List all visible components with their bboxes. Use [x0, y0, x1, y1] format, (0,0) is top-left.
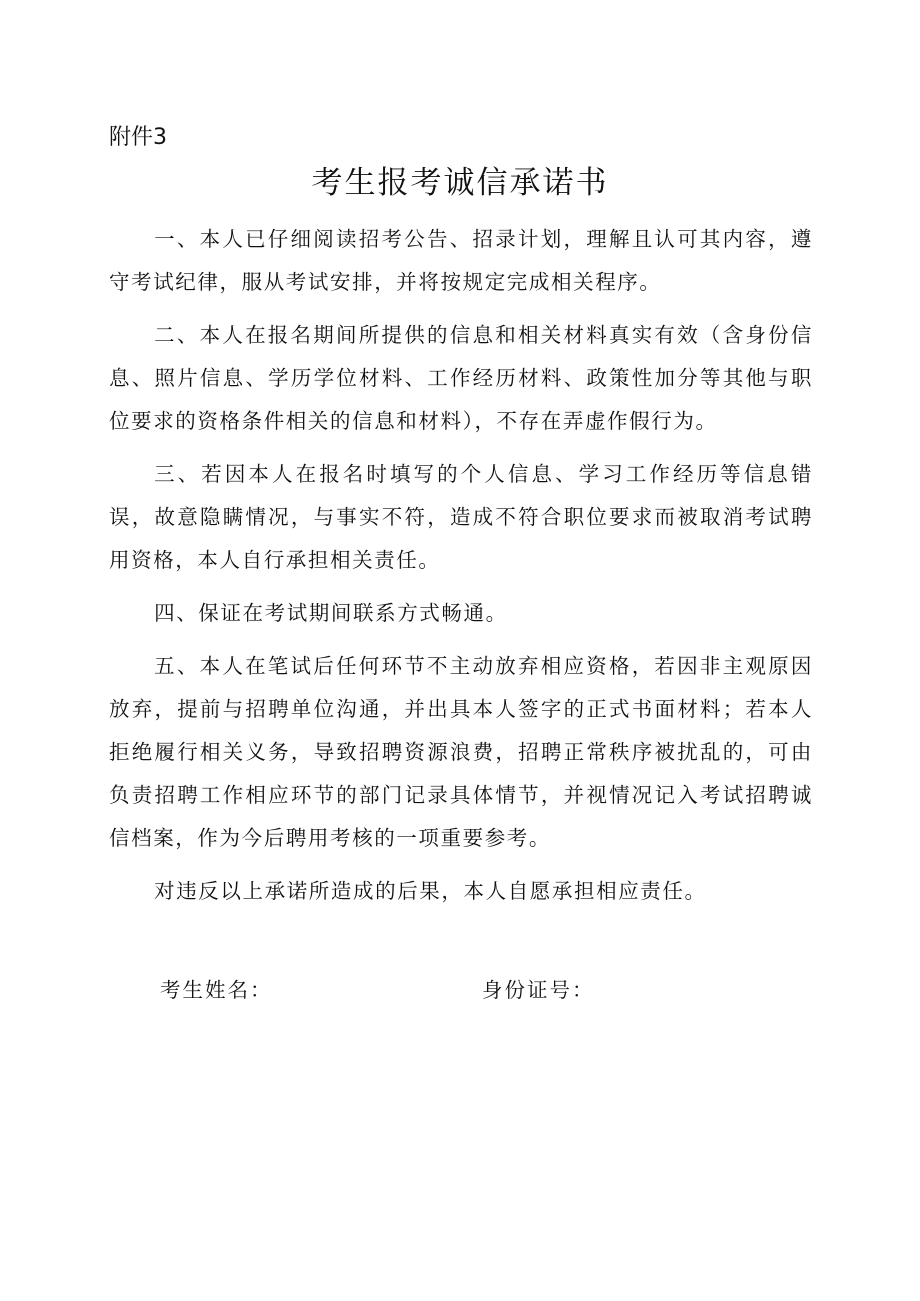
- pledge-body: [109, 218, 813, 923]
- pledge-closing: 对违反以上承诺所造成的后果，本人自愿承担相应责任。: [154, 879, 707, 903]
- signature-row: [0, 970, 920, 1010]
- id-number-label: 身份证号：: [482, 978, 595, 1002]
- candidate-name-label: 考生姓名：: [160, 978, 273, 1002]
- pledge-clause-1: 一、本人已仔细阅读招考公告、招录计划，理解且认可其内容，遵守考试纪律，服从考试安排，并将按规定完成相关程序。: [109, 227, 813, 294]
- pledge-clause-5: 五、本人在笔试后任何环节不主动放弃相应资格，若因非主观原因放弃，提前与招聘单位沟通，并出具本人签字的正式书面材料；若本人拒绝履行相关义务，导致招聘资源浪费，招聘正常秩序被扰乱的，可由负责招聘工作相应环节的部门记录具体情节，并视情况记入考试招聘诚信档案，作为今后聘用考核的一项重要参考。: [109, 654, 813, 850]
- pledge-clause-2: 二、本人在报名期间所提供的信息和相关材料真实有效（含身份信息、照片信息、学历学位材料、工作经历材料、政策性加分等其他与职位要求的资格条件相关的信息和材料），不存在弄虚作假行为。: [109, 323, 813, 433]
- pledge-clause-3: 三、若因本人在报名时填写的个人信息、学习工作经历等信息错误，故意隐瞒情况，与事实不符，造成不符合职位要求而被取消考试聘用资格，本人自行承担相关责任。: [109, 462, 813, 572]
- document-title: 考生报考诚信承诺书: [311, 165, 609, 201]
- pledge-clause-4: 四、保证在考试期间联系方式畅通。: [154, 601, 508, 625]
- attachment-label: 附件3: [109, 125, 167, 150]
